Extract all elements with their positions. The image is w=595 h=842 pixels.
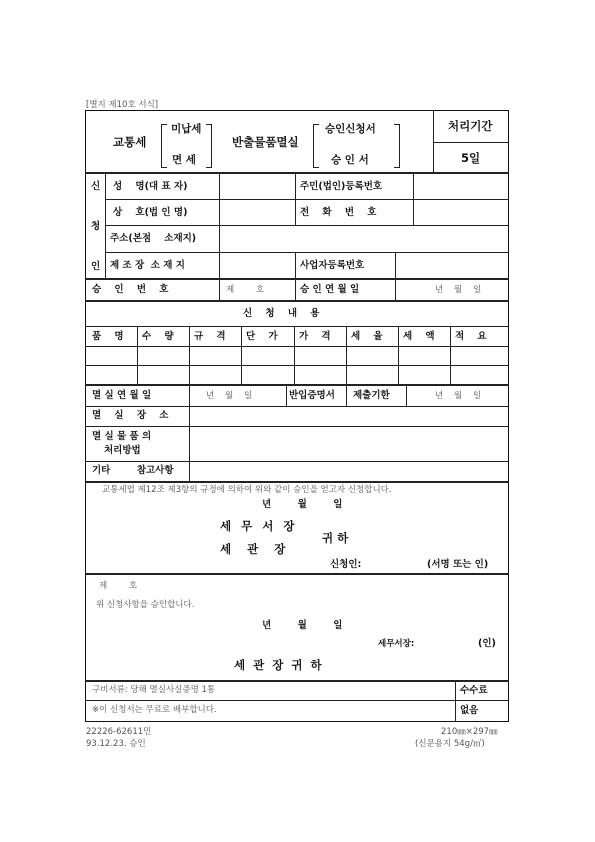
address-label: 주소(본점 소재지) <box>110 233 197 244</box>
phone-label: 전 화 번 호 <box>300 207 377 218</box>
loss-place-label: 멸 실 장 소 <box>92 410 169 421</box>
free-distribution-note: ※이 신청서는 무료로 배부합니다. <box>92 705 217 715</box>
col-unit-price: 단 가 <box>246 331 278 342</box>
application-statement: 교통세법 제12조 제3항의 규정에 의하여 위와 같이 승인을 얻고자 신청합니다. <box>102 485 392 495</box>
option-top: 미납세 <box>171 123 202 135</box>
content-row-2[interactable] <box>86 366 508 383</box>
applicant-char-1: 신 <box>91 181 101 192</box>
factory-location-field[interactable] <box>220 253 294 277</box>
address-field[interactable] <box>220 226 508 251</box>
processing-period-value: 5일 <box>461 151 481 165</box>
fee-label: 수수료 <box>460 685 488 696</box>
col-item-name: 품 명 <box>92 331 124 342</box>
applicant-char-2: 청 <box>91 221 101 232</box>
honorific: 귀 하 <box>322 531 349 545</box>
approval-number-text: 제 호 <box>99 581 138 591</box>
paper-type: (신문용지 54g/㎡) <box>415 739 485 749</box>
id-number-label: 주민(법인)등록번호 <box>300 181 383 192</box>
option-bottom: 면 세 <box>172 154 196 166</box>
approval-number-field[interactable]: 제 호 <box>226 285 265 295</box>
other-notes-label: 기타 참고사항 <box>92 465 174 476</box>
applicant-char-3: 인 <box>91 261 101 272</box>
col-price: 가 격 <box>299 331 331 342</box>
company-name-field[interactable] <box>220 200 294 224</box>
id-number-field[interactable] <box>414 174 508 198</box>
doc-subject: 반출물품멸실 <box>232 135 299 149</box>
official-seal-placeholder: (인) <box>478 638 496 649</box>
col-remarks: 적 요 <box>455 331 487 342</box>
loss-date-field[interactable]: 년 월 일 <box>206 391 253 401</box>
tax-officer-label: 세무서장: <box>378 639 415 649</box>
fee-value: 없음 <box>460 705 479 716</box>
form-label: [별지 제10호 서식] <box>86 100 159 110</box>
approval-addressee: 세 관 장 귀 하 <box>234 658 322 672</box>
name-label: 성 명(대 표 자) <box>113 181 188 192</box>
application-date: 년 월 일 <box>262 499 343 510</box>
applicant-signer-label: 신청인: <box>330 559 362 570</box>
loss-place-field[interactable] <box>190 407 508 425</box>
approval-number-label: 승 인 번 호 <box>92 284 169 295</box>
other-notes-field[interactable] <box>190 462 508 480</box>
tax-name: 교통세 <box>113 135 147 149</box>
content-title: 신 청 내 용 <box>243 308 320 319</box>
col-spec: 규 격 <box>194 331 226 342</box>
approval-date-text: 년 월 일 <box>262 620 343 631</box>
approval-info: 93.12.23. 승인 <box>86 739 146 749</box>
disposal-method-label-2: 처리방법 <box>104 445 141 456</box>
company-name-label: 상 호(법 인 명) <box>113 207 188 218</box>
addressee-tax-office: 세 무 서 장 <box>220 519 298 533</box>
doc-bracket <box>313 124 319 168</box>
processing-period-label: 처리기간 <box>448 119 493 133</box>
business-number-field[interactable] <box>396 253 508 277</box>
form-code: 22226-62611민 <box>86 727 152 737</box>
addressee-customs: 세 관 장 <box>220 542 286 556</box>
disposal-method-field[interactable] <box>190 427 508 460</box>
col-tax-rate: 세 율 <box>351 331 383 342</box>
disposal-method-label-1: 멸 실 물 품 의 <box>92 431 152 442</box>
deadline-field[interactable]: 년 월 일 <box>435 391 482 401</box>
business-number-label: 사업자등록번호 <box>300 260 365 271</box>
approval-statement: 위 신청사항을 승인합니다. <box>96 600 195 610</box>
import-cert-label: 반입증명서 <box>289 390 335 401</box>
name-field[interactable] <box>220 174 294 198</box>
loss-date-label: 멸 실 연 월 일 <box>92 390 152 401</box>
required-documents: 구비서류: 당해 멸실사실증명 1통 <box>92 685 216 695</box>
deadline-label: 제출기한 <box>353 390 390 401</box>
doc-title-bottom: 승 인 서 <box>331 154 369 166</box>
option-bracket <box>161 124 167 168</box>
col-tax-amount: 세 액 <box>403 331 435 342</box>
col-quantity: 수 량 <box>142 331 174 342</box>
paper-size: 210㎜×297㎜ <box>441 727 498 737</box>
approval-date-label: 승 인 연 월 일 <box>300 284 360 295</box>
phone-field[interactable] <box>414 200 508 224</box>
content-row-1[interactable] <box>86 347 508 364</box>
doc-title-top: 승인신청서 <box>325 123 376 135</box>
factory-location-label: 제 조 장 소 재 지 <box>110 260 185 271</box>
approval-date-field[interactable]: 년 월 일 <box>435 285 482 295</box>
signature-placeholder[interactable]: (서명 또는 인) <box>427 559 489 570</box>
